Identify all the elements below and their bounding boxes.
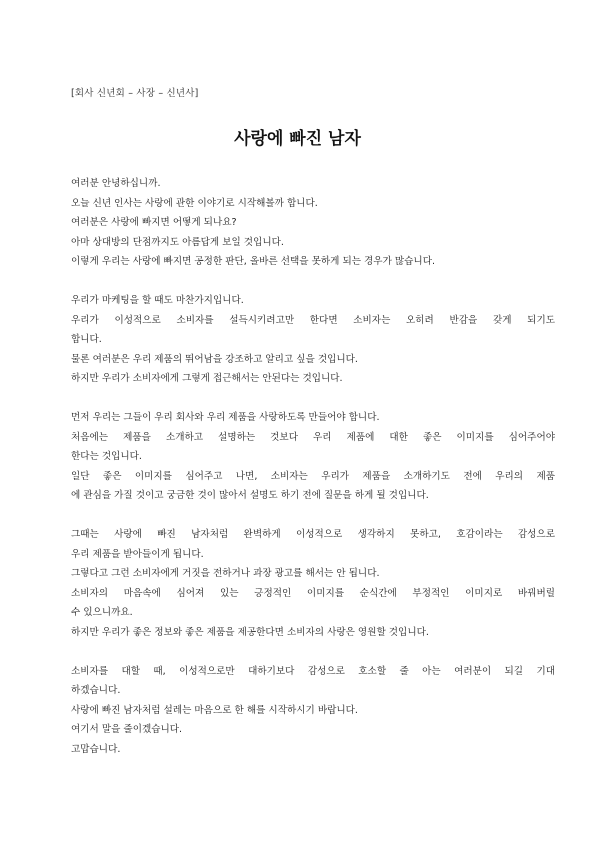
text-line: 하겠습니다. [71, 685, 121, 696]
text-line: 고맙습니다. [71, 743, 121, 755]
text-line: 아마 상대방의 단점까지도 아름답게 보일 것입니다. [71, 236, 284, 248]
text-line: 처음에는 제품을 소개하고 설명하는 것보다 우리 제품에 대한 좋은 이미지를 심어주어야 [71, 431, 555, 443]
text-line: 수 있으니까요. [71, 607, 133, 618]
text-line: 먼저 우리는 그들이 우리 회사와 우리 제품을 사랑하도록 만들어야 합니다. [71, 412, 380, 423]
text-line: 우리가 이성적으로 소비자를 설득시키려고만 한다면 소비자는 오히려 반감을 갖게 되기도 [71, 314, 555, 326]
text-line: 소비자의 마음속에 심어져 있는 긍정적인 이미지를 순식간에 부정적인 이미지로 바꿔버릴 [71, 587, 555, 599]
text-line: 물론 여러분은 우리 제품의 뛰어남을 강조하고 알리고 싶을 것입니다. [71, 353, 358, 365]
paragraph-4 [71, 525, 555, 642]
document-body [71, 174, 555, 779]
text-line: 사랑에 빠진 남자처럼 설레는 마음으로 한 해를 시작하시기 바랍니다. [71, 704, 358, 716]
text-line: 하지만 우리가 좋은 정보와 좋은 제품을 제공한다면 소비자의 사랑은 영원할 것입니다. [71, 626, 429, 638]
text-line: 에 관심을 가질 것이고 궁금한 것이 많아서 설명도 하기 전에 질문을 하게 될 것입니다. [71, 490, 429, 501]
text-line: 일단 좋은 이미지를 심어주고 나면, 소비자는 우리가 제품을 소개하기도 전에 우리의 제품 [71, 470, 555, 482]
text-line: 소비자를 대할 때, 이성적으로만 대하기보다 감성으로 호소할 줄 아는 여러분이 되길 기대 [71, 665, 555, 677]
text-line: 합니다. [71, 334, 102, 345]
text-line: 그때는 사랑에 빠진 남자처럼 완벽하게 이성적으로 생각하지 못하고, 호감이라는 감성으로 [71, 529, 555, 540]
text-line: 여러분은 사랑에 빠지면 어떻게 되나요? [71, 217, 237, 228]
paragraph-2 [71, 291, 555, 389]
text-line: 여러분 안녕하십니까. [71, 178, 161, 189]
text-line: 우리가 마케팅을 할 때도 마찬가지입니다. [71, 295, 244, 306]
text-line: 이렇게 우리는 사랑에 빠지면 공정한 판단, 올바른 선택을 못하게 되는 경우가 많습니다. [71, 256, 436, 267]
document-header-tag: [회사 신년회 – 사장 – 신년사] [71, 88, 199, 99]
paragraph-5 [71, 662, 555, 760]
text-line: 하지만 우리가 소비자에게 그렇게 접근해서는 안된다는 것입니다. [71, 373, 343, 384]
document-title: 사랑에 빠진 남자 [234, 129, 361, 149]
paragraph-1 [71, 174, 555, 272]
text-line: 우리 제품을 받아들이게 됩니다. [71, 548, 204, 560]
text-line: 한다는 것입니다. [71, 451, 142, 462]
text-line: 여기서 말을 줄이겠습니다. [71, 724, 183, 735]
text-line: 그렇다고 그런 소비자에게 거짓을 전하거나 과장 광고를 해서는 안 됩니다. [71, 568, 380, 579]
text-line: 오늘 신년 인사는 사랑에 관한 이야기로 시작해볼까 합니다. [71, 197, 318, 209]
paragraph-3 [71, 408, 555, 506]
